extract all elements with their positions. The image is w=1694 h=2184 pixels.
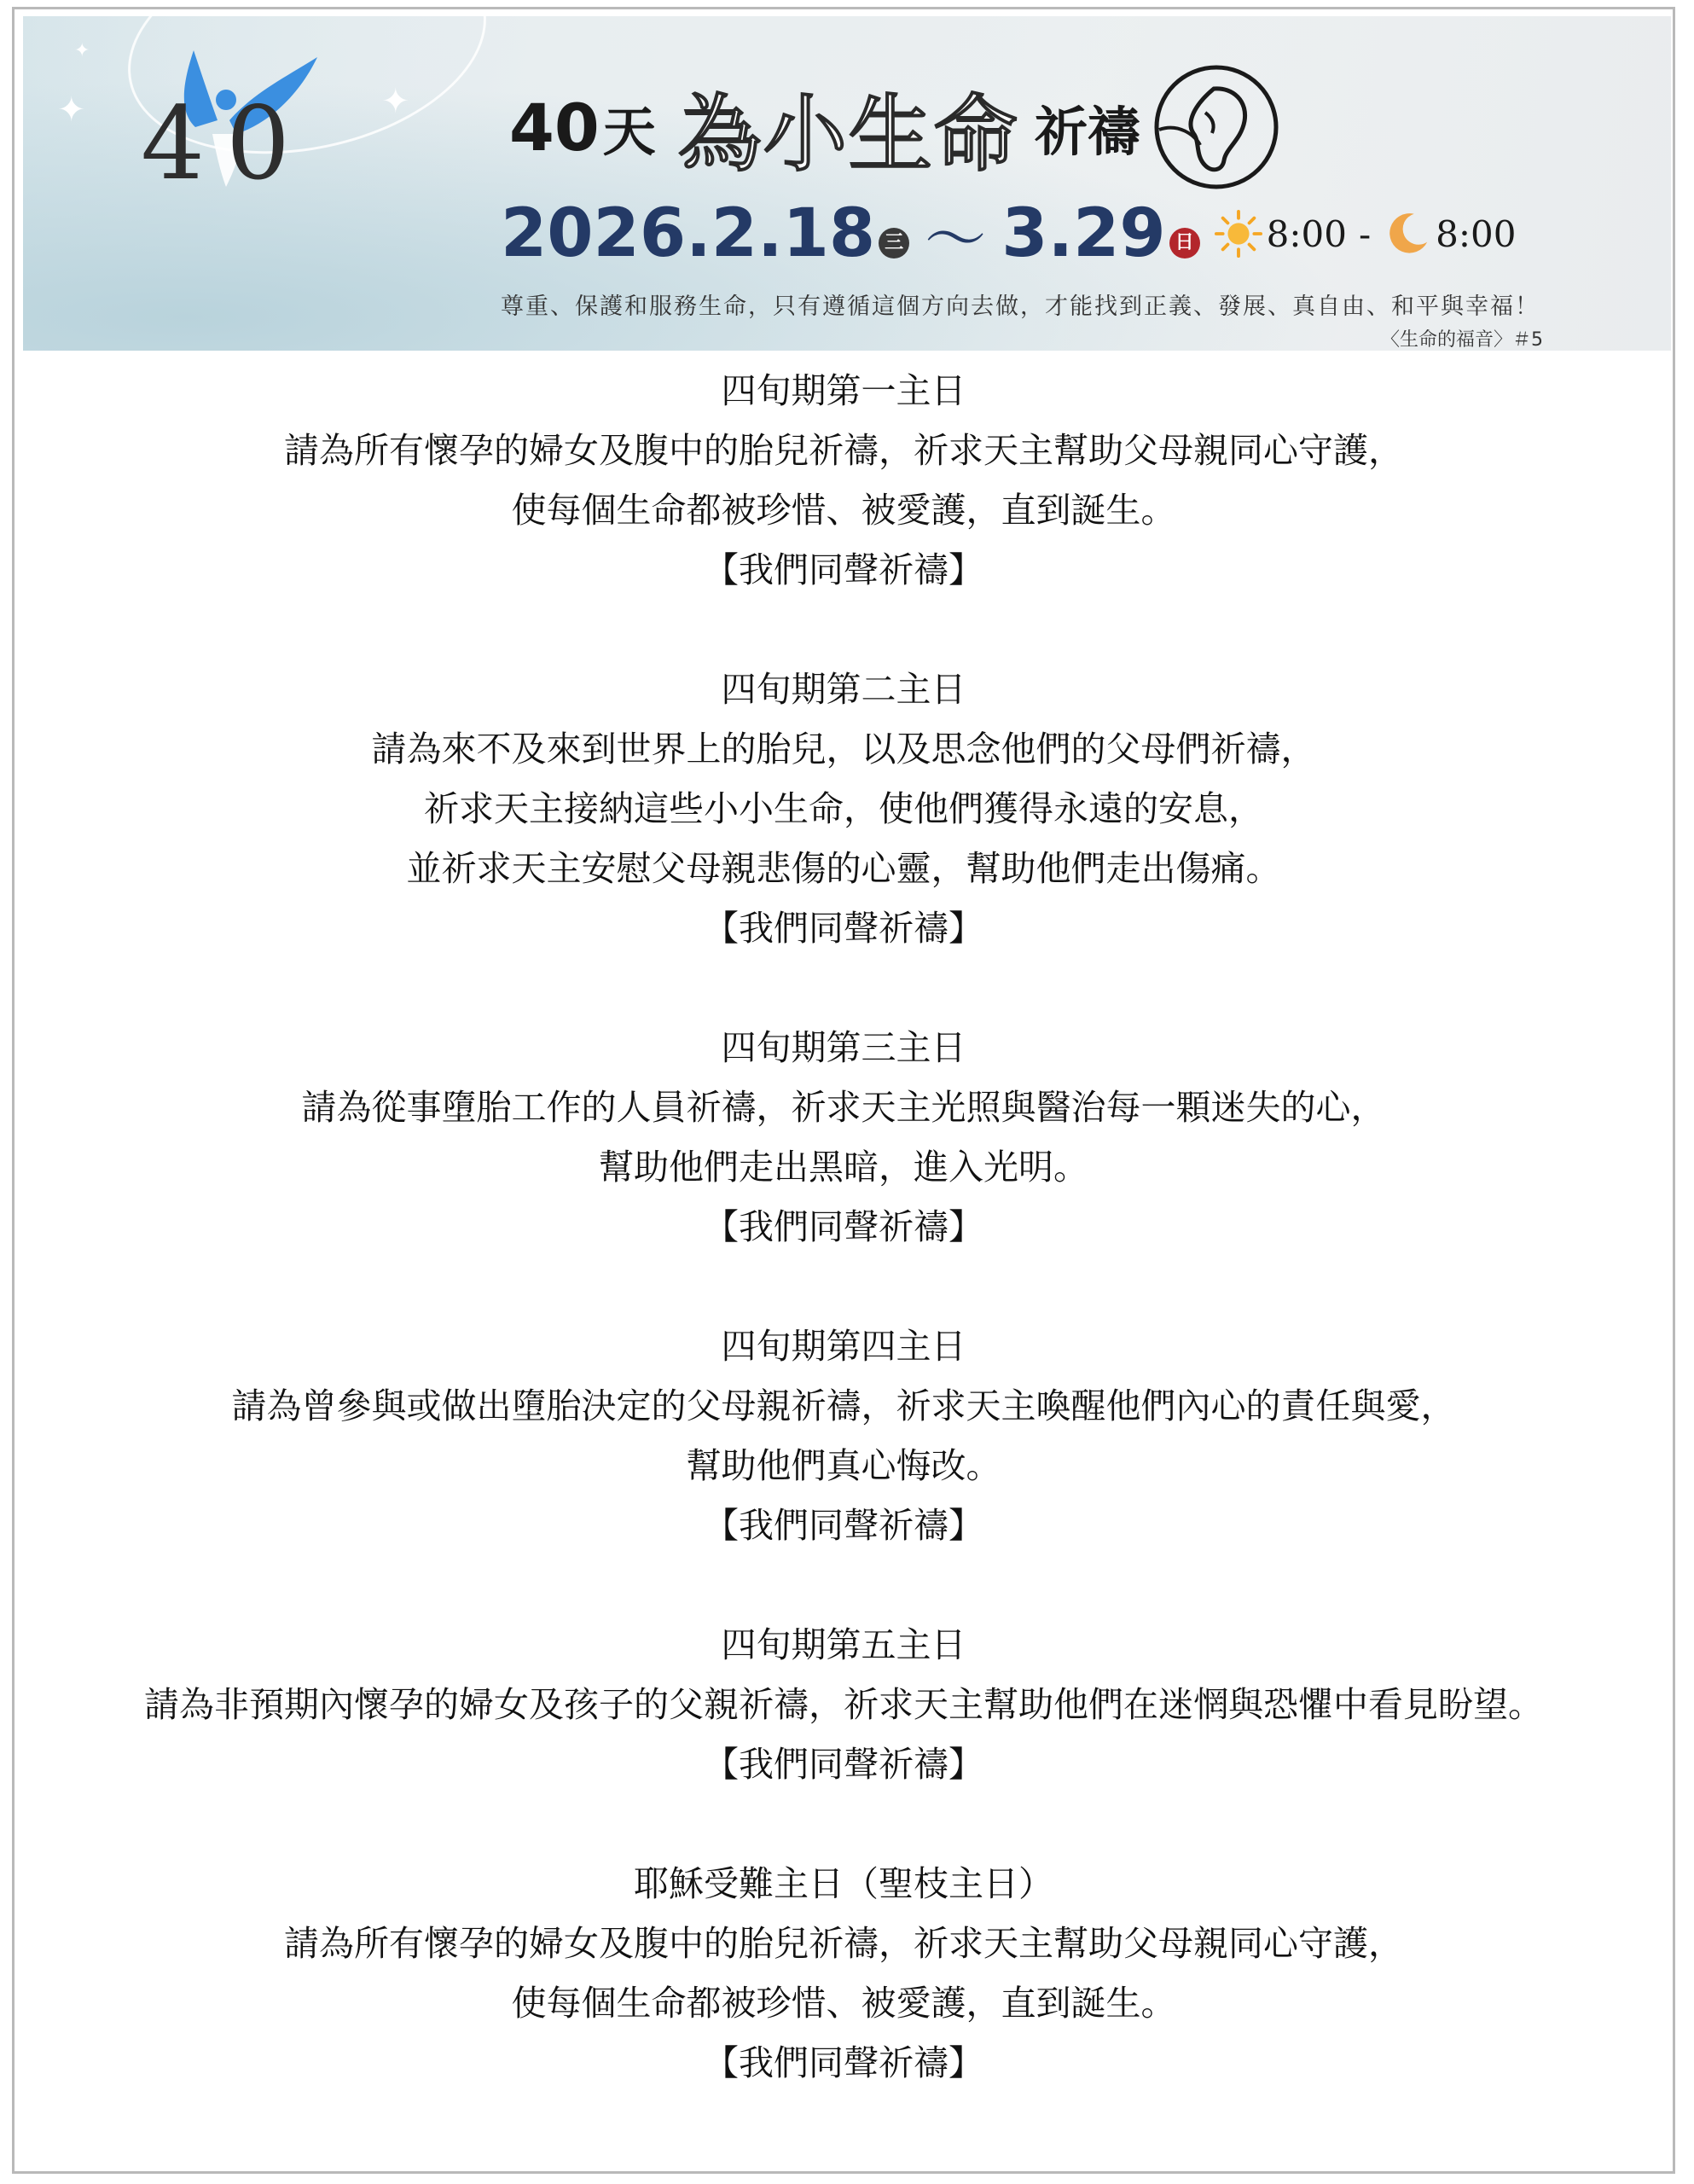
- date-start: 2026.2.18: [501, 195, 876, 272]
- date-end: 3.29: [1001, 195, 1166, 272]
- prayer-line: 祈求天主接納這些小小生命，使他們獲得永遠的安息，: [424, 788, 1263, 829]
- angel-logo-icon: [117, 42, 330, 195]
- title-main: 為小生命: [677, 85, 1019, 183]
- section-heading: 四旬期第一主日: [721, 370, 966, 411]
- section-heading: 四旬期第四主日: [721, 1326, 966, 1367]
- prayer-section: [15, 361, 1673, 600]
- time-start: 8:00: [1266, 212, 1347, 255]
- banner-dates: [501, 187, 1517, 281]
- date-end-weekday-badge: 日: [1169, 228, 1200, 258]
- prayer-line: 幫助他們真心悔改。: [686, 1445, 1001, 1486]
- date-start-weekday-badge: 三: [879, 228, 909, 258]
- prayer-line: 請為所有懷孕的婦女及腹中的胎兒祈禱，祈求天主幫助父母親同心守護，: [284, 430, 1403, 471]
- title-day: 天: [602, 100, 656, 163]
- banner-quote: 尊重、保護和服務生命，只有遵循這個方向去做，才能找到正義、發展、真自由、和平與幸福！: [501, 293, 1540, 320]
- prayer-section: [15, 1854, 1673, 2093]
- section-heading: 四旬期第五主日: [721, 1624, 966, 1665]
- section-heading: 四旬期第三主日: [721, 1027, 966, 1068]
- prayer-response: 【我們同聲祈禱】: [704, 2042, 983, 2083]
- time-end: 8:00: [1436, 212, 1517, 255]
- header-banner: [23, 16, 1671, 351]
- fetus-icon: [1152, 63, 1280, 191]
- title-pray: 祈禱: [1034, 100, 1140, 163]
- prayer-section: [15, 659, 1673, 958]
- prayer-response: 【我們同聲祈禱】: [704, 1744, 983, 1785]
- title-number: 40: [509, 89, 600, 166]
- date-separator: ～: [925, 203, 987, 275]
- section-heading: 四旬期第二主日: [721, 669, 966, 710]
- time-separator: -: [1358, 212, 1372, 255]
- prayer-line: 幫助他們走出黑暗，進入光明。: [599, 1147, 1088, 1188]
- prayer-response: 【我們同聲祈禱】: [704, 908, 983, 949]
- section-heading: 耶穌受難主日（聖枝主日）: [634, 1863, 1053, 1904]
- moon-icon: [1383, 209, 1432, 258]
- sparkle-icon: ✦: [57, 90, 86, 130]
- prayer-response: 【我們同聲祈禱】: [704, 1206, 983, 1247]
- prayer-line: 請為非預期內懷孕的婦女及孩子的父親祈禱，祈求天主幫助他們在迷惘與恐懼中看見盼望。: [144, 1684, 1543, 1725]
- sun-icon: [1214, 209, 1263, 258]
- prayer-list: [15, 361, 1673, 2152]
- prayer-line: 使每個生命都被珍惜、被愛護，直到誕生。: [511, 1983, 1176, 2024]
- prayer-line: 請為所有懷孕的婦女及腹中的胎兒祈禱，祈求天主幫助父母親同心守護，: [284, 1923, 1403, 1964]
- banner-source: 〈生命的福音〉＃5: [1381, 329, 1543, 351]
- prayer-line: 並祈求天主安慰父母親悲傷的心靈，幫助他們走出傷痛。: [406, 848, 1281, 889]
- banner-title: [509, 67, 1280, 187]
- prayer-response: 【我們同聲祈禱】: [704, 549, 983, 590]
- prayer-line: 請為曾參與或做出墮胎決定的父母親祈禱，祈求天主喚醒他們內心的責任與愛，: [231, 1385, 1456, 1426]
- prayer-response: 【我們同聲祈禱】: [704, 1505, 983, 1546]
- svg-text:4: 4: [141, 84, 206, 195]
- svg-text:0: 0: [226, 84, 291, 195]
- prayer-section: [15, 1316, 1673, 1555]
- prayer-line: 請為從事墮胎工作的人員祈禱，祈求天主光照與醫治每一顆迷失的心，: [301, 1087, 1386, 1128]
- prayer-section: [15, 1018, 1673, 1257]
- prayer-line: 請為來不及來到世界上的胎兒，以及思念他們的父母們祈禱，: [371, 729, 1316, 770]
- prayer-section: [15, 1615, 1673, 1794]
- sparkle-icon: ✦: [381, 82, 410, 121]
- sparkle-icon: ✦: [74, 40, 90, 61]
- prayer-line: 使每個生命都被珍惜、被愛護，直到誕生。: [511, 490, 1176, 531]
- document-page: [12, 7, 1675, 2174]
